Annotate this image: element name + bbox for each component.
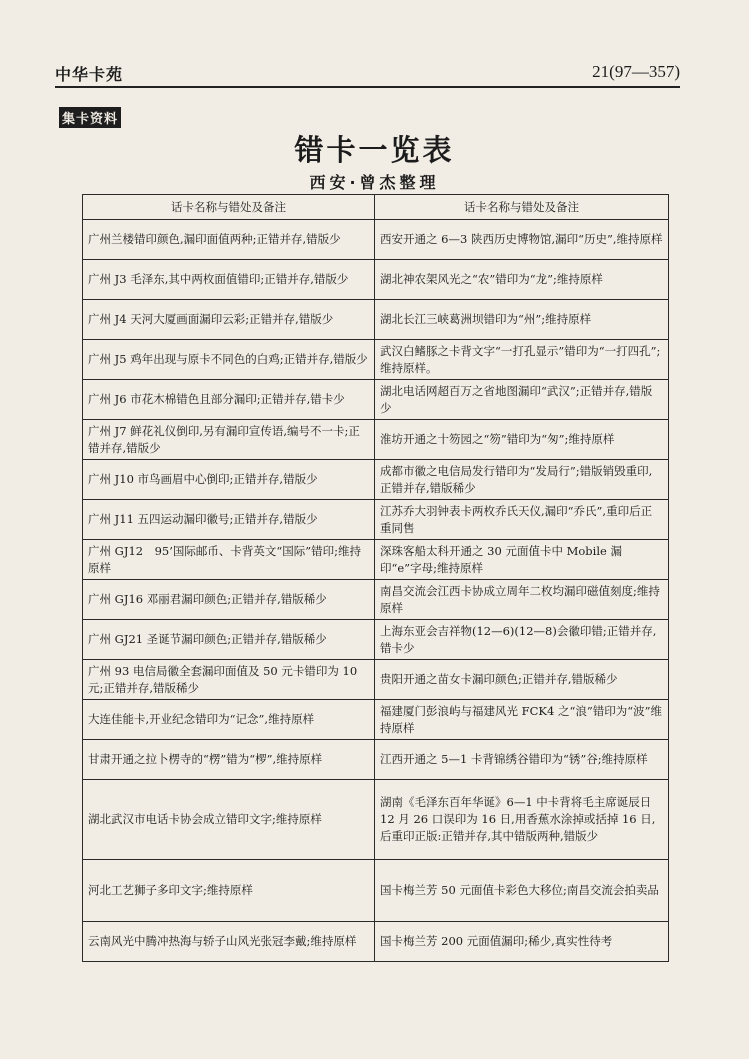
table-cell: 广州 93 电信局徽全套漏印面值及 50 元卡错印为 10 元;正错并存,错版稀少 xyxy=(83,660,375,700)
table-cell: 武汉白鳍豚之卡背文字“一打孔显示”错印为“一打四孔”;维持原样。 xyxy=(375,340,669,380)
column-header: 话卡名称与错处及备注 xyxy=(375,195,669,220)
table-body xyxy=(83,220,669,962)
table-header-row xyxy=(83,195,669,220)
table-cell: 湖南《毛泽东百年华诞》6—1 中卡背将毛主席诞辰日 12 月 26 口误印为 16 日,用香蕉水涂掉或括掉 16 日,后重印正版:正错并存,其中错版两种,错版少 xyxy=(375,780,669,860)
table-row xyxy=(83,460,669,500)
table-row xyxy=(83,580,669,620)
table-cell: 广州 J7 鲜花礼仪倒印,另有漏印宣传语,编号不一卡;正错并存,错版少 xyxy=(83,420,375,460)
table-row xyxy=(83,500,669,540)
table-cell: 湖北长江三峡葛洲坝错印为“州”;维持原样 xyxy=(375,300,669,340)
table-cell: 广州 GJ16 邓丽君漏印颜色;正错并存,错版稀少 xyxy=(83,580,375,620)
table-cell: 甘肃开通之拉卜楞寺的“楞”错为“椤”,维持原样 xyxy=(83,740,375,780)
table-row xyxy=(83,780,669,860)
table-cell: 上海东亚会吉祥物(12—6)(12—8)会徽印错;正错并存,错卡少 xyxy=(375,620,669,660)
section-label: 集卡资料 xyxy=(59,107,121,128)
table-cell: 广州 J3 毛泽东,其中两枚面值错印;正错并存,错版少 xyxy=(83,260,375,300)
table-cell: 云南风光中腾冲热海与轿子山风光张冠李戴;维持原样 xyxy=(83,922,375,962)
table-cell: 广州兰楼错印颜色,漏印面值两种;正错并存,错版少 xyxy=(83,220,375,260)
table-row xyxy=(83,220,669,260)
table-cell: 南昌交流会江西卡协成立周年二枚均漏印磁值刻度;维持原样 xyxy=(375,580,669,620)
table-cell: 广州 J4 天河大厦画面漏印云彩;正错并存,错版少 xyxy=(83,300,375,340)
page-header xyxy=(55,62,680,88)
page-subtitle: 西安·曾杰整理 xyxy=(309,173,440,192)
table-row xyxy=(83,420,669,460)
table-row xyxy=(83,620,669,660)
column-header: 话卡名称与错处及备注 xyxy=(83,195,375,220)
table-cell: 江苏乔大羽钟表卡两枚乔氏天仪,漏印“乔氏”,重印后正重同售 xyxy=(375,500,669,540)
table-cell: 江西开通之 5—1 卡背锦绣谷错印为“锈”谷;维持原样 xyxy=(375,740,669,780)
table-cell: 西安开通之 6—3 陕西历史博物馆,漏印“历史”,维持原样 xyxy=(375,220,669,260)
table-cell: 广州 GJ12 95’国际邮币、卡背英文“国际”错印;维持原样 xyxy=(83,540,375,580)
table-cell: 湖北武汉市电话卡协会成立错印文字;维持原样 xyxy=(83,780,375,860)
table-row xyxy=(83,740,669,780)
table-row xyxy=(83,860,669,922)
table-cell: 深珠客船太科开通之 30 元面值卡中 Mobile 漏印“e”字母;维持原样 xyxy=(375,540,669,580)
table-row xyxy=(83,700,669,740)
table-cell: 湖北电话网超百万之省地图漏印“武汉”;正错并存,错版少 xyxy=(375,380,669,420)
table-cell: 广州 GJ21 圣诞节漏印颜色;正错并存,错版稀少 xyxy=(83,620,375,660)
table-cell: 广州 J6 市花木棉错色且部分漏印;正错并存,错卡少 xyxy=(83,380,375,420)
table-cell: 福建厦门彭浪屿与福建风光 FCK4 之“浪”错印为“波”维持原样 xyxy=(375,700,669,740)
table-cell: 广州 J5 鸡年出现与原卡不同色的白鸡;正错并存,错版少 xyxy=(83,340,375,380)
table-cell: 国卡梅兰芳 200 元面值漏印;稀少,真实性待考 xyxy=(375,922,669,962)
table-cell: 广州 J10 市鸟画眉中心倒印;正错并存,错版少 xyxy=(83,460,375,500)
issue-number: 21(97—357) xyxy=(592,62,680,81)
table-cell: 成都市徽之电信局发行错印为“发局行”;错版销毁重印,正错并存,错版稀少 xyxy=(375,460,669,500)
table-row xyxy=(83,340,669,380)
table-row xyxy=(83,380,669,420)
table-row xyxy=(83,540,669,580)
table-cell: 淮坊开通之十笏园之“笏”错印为“匆”;维持原样 xyxy=(375,420,669,460)
table-row xyxy=(83,660,669,700)
table-cell: 湖北神农架风光之“农”错印为“龙”;维持原样 xyxy=(375,260,669,300)
table-row xyxy=(83,260,669,300)
table-row xyxy=(83,300,669,340)
table-row xyxy=(83,922,669,962)
table-cell: 河北工艺狮子多印文字;维持原样 xyxy=(83,860,375,922)
table-cell: 国卡梅兰芳 50 元面值卡彩色大移位;南昌交流会拍卖品 xyxy=(375,860,669,922)
table-cell: 大连佳能卡,开业纪念错印为“记念”,维持原样 xyxy=(83,700,375,740)
table-cell: 贵阳开通之苗女卡漏印颜色;正错并存,错版稀少 xyxy=(375,660,669,700)
error-card-table xyxy=(82,194,669,962)
page-title: 错卡一览表 xyxy=(294,133,455,167)
magazine-name: 中华卡苑 xyxy=(55,65,124,84)
table-cell: 广州 J11 五四运动漏印徽号;正错并存,错版少 xyxy=(83,500,375,540)
